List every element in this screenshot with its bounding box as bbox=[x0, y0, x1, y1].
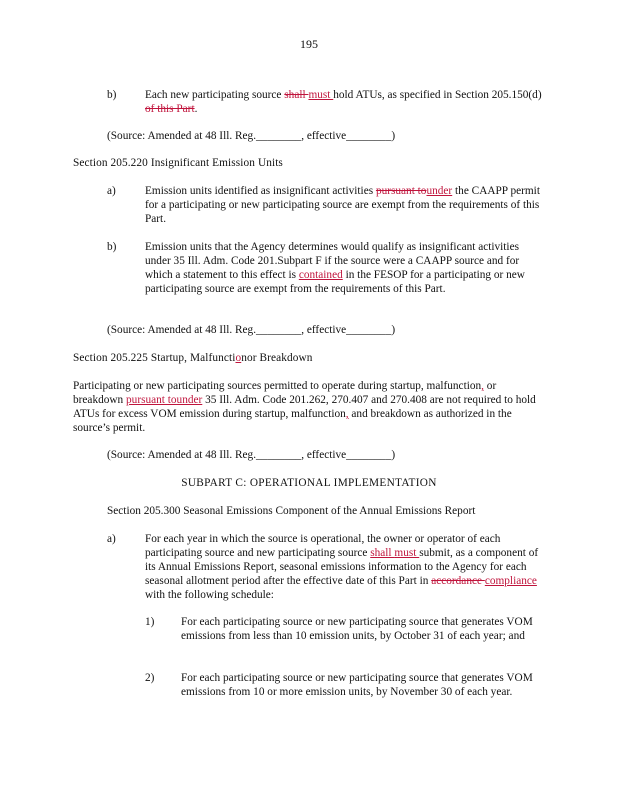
inserted-text: , bbox=[481, 380, 484, 392]
item-b-label: b) bbox=[107, 241, 117, 253]
item-b-text: Each new participating source shall must hold ATUs, as specified in Section 205.150(d) of this Part. bbox=[145, 89, 542, 115]
item-b-label: b) bbox=[107, 89, 117, 101]
inserted-text: must bbox=[308, 89, 334, 101]
source-note: (Source: Amended at 48 Ill. Reg.________, effective________) bbox=[107, 324, 396, 336]
inserted-text: shall bbox=[370, 547, 395, 559]
subpart-heading: SUBPART C: OPERATIONAL IMPLEMENTATION bbox=[181, 477, 437, 489]
section-heading-300: Section 205.300 Seasonal Emissions Component of the Annual Emissions Report bbox=[107, 505, 476, 517]
item-a-text: For each year in which the source is operational, the owner or operator of each participating source and new participating source shall must submit, as a component of its Annual Emissions Report, seasonal emissions information to the Agency for each seasonal allotment period after the effective date of this Part in accordance compliance with the following schedule: bbox=[145, 533, 539, 601]
item-a-label: a) bbox=[107, 533, 116, 545]
source-note: (Source: Amended at 48 Ill. Reg.________, effective________) bbox=[107, 449, 396, 461]
subitem-1-text: For each participating source or new participating source that generates VOM emissions from less than 10 emission units, by October 31 of each year; and bbox=[181, 616, 533, 642]
deleted-text: of this Part bbox=[145, 103, 195, 115]
item-b-text: Emission units that the Agency determines would qualify as insignificant activities under 35 Ill. Adm. Code 201.Subpart F if the source were a CAAPP source and for which a statement to this effect is contained in the FESOP for a participating or new participating source are exempt from the requirements of this Part. bbox=[145, 241, 525, 295]
inserted-text: under bbox=[176, 394, 203, 406]
inserted-text: contained bbox=[298, 269, 343, 281]
deleted-text: accordance bbox=[431, 575, 485, 587]
deleted-text: pursuant to bbox=[375, 185, 427, 197]
inserted-text: pursuant to bbox=[126, 394, 177, 406]
deleted-text: shall bbox=[284, 89, 309, 101]
inserted-text: under bbox=[426, 185, 453, 197]
inserted-text: o bbox=[235, 352, 242, 364]
item-a-label: a) bbox=[107, 185, 116, 197]
page-number: 195 bbox=[300, 37, 318, 51]
item-a-text: Emission units identified as insignificant activities pursuant tounder the CAAPP permit for a participating or new participating source are exempt from the requirements of this Part. bbox=[145, 185, 540, 225]
paragraph-225: Participating or new participating sources permitted to operate during startup, malfunction, or breakdown pursuant tounder 35 Ill. Adm. Code 201.262, 270.407 and 270.408 are not required to hold ATUs for excess VOM emission during startup, malfunction, and breakdown as authorized in the source’s permit. bbox=[73, 380, 536, 434]
source-note: (Source: Amended at 48 Ill. Reg.________, effective________) bbox=[107, 130, 396, 142]
inserted-text: compliance bbox=[484, 575, 537, 587]
subitem-2-text: For each participating source or new participating source that generates VOM emissions from 10 or more emission units, by November 30 of each year. bbox=[181, 672, 533, 698]
section-heading-225: Section 205.225 Startup, Malfunctionor Breakdown bbox=[73, 352, 313, 364]
subitem-1-label: 1) bbox=[145, 616, 155, 628]
subitem-2-label: 2) bbox=[145, 672, 155, 684]
section-heading-220: Section 205.220 Insignificant Emission Units bbox=[73, 157, 283, 169]
inserted-text: must bbox=[394, 547, 420, 559]
inserted-text: , bbox=[345, 408, 349, 420]
